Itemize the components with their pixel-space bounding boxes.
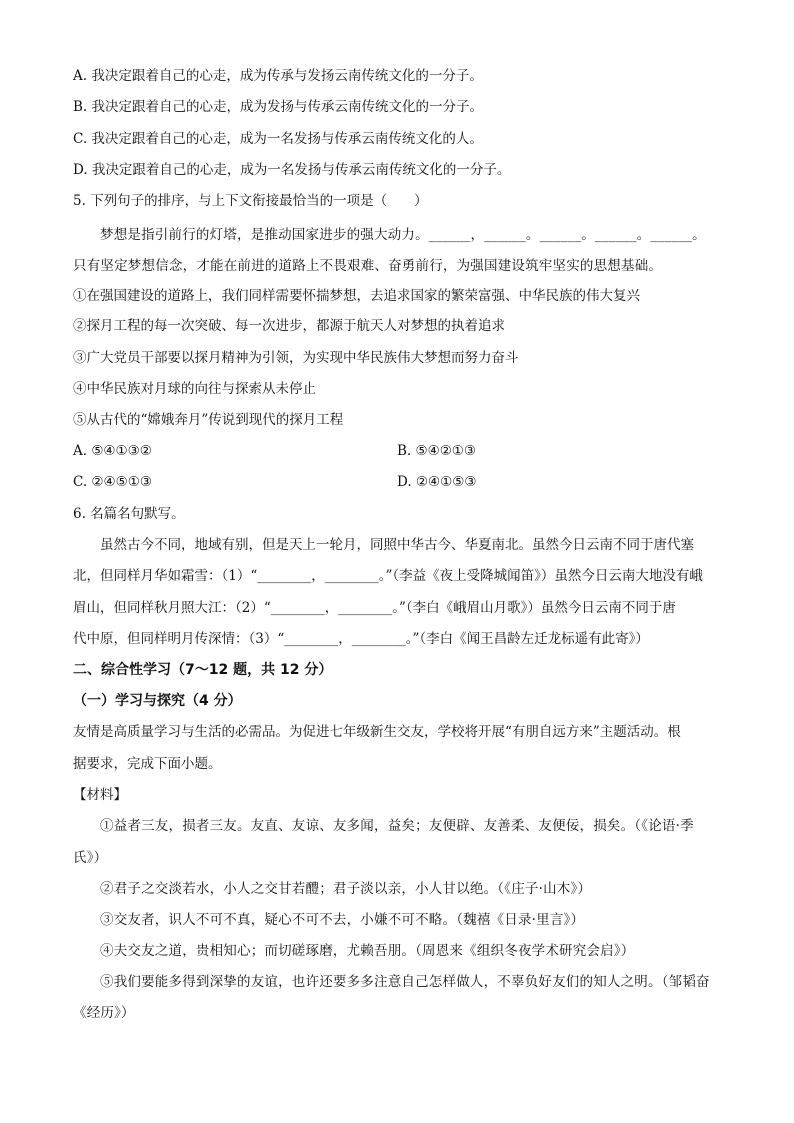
q4-option-d: D. 我决定跟着自己的心走，成为一名发扬与传承云南传统文化的一分子。	[73, 162, 511, 178]
q5-option-c: C. ②④⑤①③	[73, 474, 152, 490]
q4-option-c: C. 我决定跟着自己的心走，成为一名发扬与传承云南传统文化的人。	[73, 131, 483, 147]
material-1-line-2: 氏》）	[73, 850, 108, 866]
q5-passage-line-1: 梦想是指引前行的灯塔，是推动国家进步的强大动力。______，______。______。______。______。	[100, 227, 706, 243]
material-5-line-1: ⑤我们要能多得到深挚的友谊，也许还要多多注意自己怎样做人，不辜负好友们的知人之明。（邹韬奋	[100, 974, 710, 990]
material-1-line-1: ①益者三友，损者三友。友直、友谅、友多闻，益矣；友便辟、友善柔、友便佞，损矣。（《论语·季	[100, 818, 694, 834]
q5-item-1: ①在强国建设的道路上，我们同样需要怀揣梦想，去追求国家的繁荣富强、中华民族的伟大复兴	[73, 288, 640, 304]
q5-option-a: A. ⑤④①③②	[73, 443, 152, 459]
q6-stem: 6. 名篇名句默写。	[73, 506, 185, 522]
q5-passage-line-2: 只有坚定梦想信念，才能在前进的道路上不畏艰难、奋勇前行，为强国建设筑牢坚实的思想基础。	[73, 258, 663, 274]
q6-line-3: 眉山，但同样秋月照大江：（2）“________，________。”（李白《峨眉山月歌》）虽然今日云南不同于唐	[73, 600, 676, 616]
q4-option-b: B. 我决定跟着自己的心走，成为发扬与传承云南传统文化的一分子。	[73, 99, 484, 115]
q5-item-3: ③广大党员干部要以探月精神为引领，为实现中华民族伟大梦想而努力奋斗	[73, 350, 519, 366]
q5-option-d: D. ②④①⑤③	[397, 474, 477, 490]
q4-option-a: A. 我决定跟着自己的心走，成为传承与发扬云南传统文化的一分子。	[73, 68, 483, 84]
q6-line-1: 虽然古今不同，地域有别，但是天上一轮月，同照中华古今、华夏南北。虽然今日云南不同于唐代塞	[100, 537, 694, 553]
material-5-line-2: 《经历》）	[73, 1005, 135, 1021]
q5-stem: 5. 下列句子的排序，与上下文衔接最恰当的一项是（ ）	[73, 193, 428, 209]
material-3: ③交友者，识人不可不真，疑心不可不去，小嫌不可不略。（魏禧《日录·里言》）	[100, 912, 585, 928]
q6-line-2: 北，但同样月华如霜雪：（1）“________，________。”（李益《夜上受降城闻笛》）虽然今日云南大地没有峨	[73, 568, 703, 584]
q5-item-5: ⑤从古代的“嫦娥奔月”传说到现代的探月工程	[73, 412, 344, 428]
q5-item-2: ②探月工程的每一次突破、每一次进步，都源于航天人对梦想的执着追求	[73, 318, 505, 334]
material-4: ④夫交友之道，贵相知心；而切磋琢磨，尤赖吾朋。（周恩来《组织冬夜学术研究会启》）	[100, 943, 635, 959]
section-2-heading: 二、综合性学习（7～12 题，共 12 分）	[73, 662, 333, 678]
subsection-1-heading: （一）学习与探究（4 分）	[73, 693, 242, 709]
intro-line-2: 据要求，完成下面小题。	[73, 756, 222, 772]
material-label: 【材料】	[73, 787, 127, 803]
q5-option-b: B. ⑤④②①③	[397, 443, 477, 459]
material-2: ②君子之交淡若水，小人之交甘若醴；君子淡以亲，小人甘以绝。（《庄子·山木》）	[100, 881, 592, 897]
q5-item-4: ④中华民族对月球的向往与探索从未停止	[73, 381, 316, 397]
intro-line-1: 友情是高质量学习与生活的必需品。为促进七年级新生交友，学校将开展“有朋自远方来”主题活动。根	[73, 724, 681, 740]
q6-line-4: 代中原，但同样明月传深情：（3）“________，________。”（李白《闻王昌龄左迁龙标遥有此寄》）	[73, 631, 649, 647]
